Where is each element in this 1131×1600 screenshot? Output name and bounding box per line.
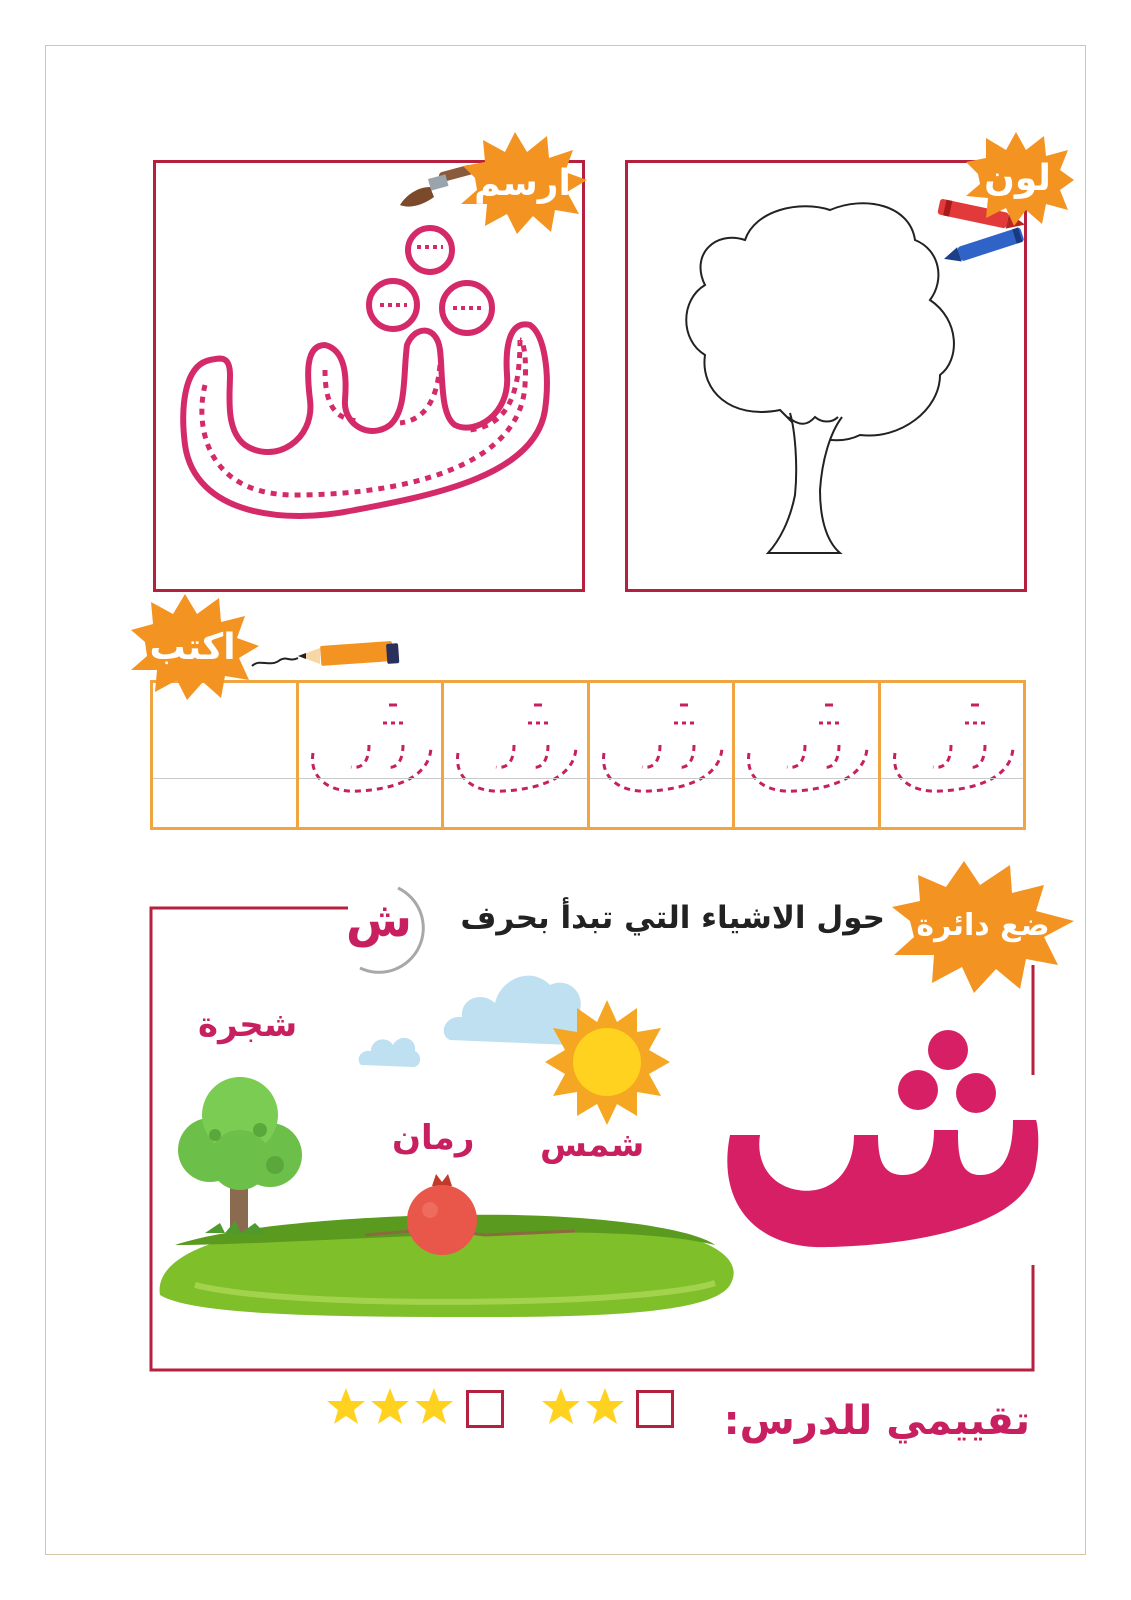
baseline [444,778,587,779]
instruction-text: حول الاشياء التي تبدأ بحرف [460,900,885,936]
word-tree: شجرة [198,1005,298,1045]
baseline [299,778,442,779]
baseline [881,778,1024,779]
dotted-letter-sheen-drawing [175,225,575,545]
color-badge-label: لون [984,157,1051,199]
circle-badge [888,855,1078,995]
traced-letter [590,683,730,823]
traced-letter [444,683,584,823]
tree-icon [175,1075,310,1240]
star-icon [584,1386,626,1428]
traced-letter [881,683,1021,823]
draw-badge-label: ارسم [474,162,571,204]
baseline [590,778,733,779]
tracing-row [150,680,1026,830]
trace-cell[interactable] [878,683,1024,827]
trace-cell[interactable] [296,683,442,827]
trace-cell[interactable] [441,683,587,827]
color-badge [960,128,1075,228]
big-letter-sheen [718,1025,1058,1255]
baseline [153,778,296,779]
write-badge [125,590,260,705]
trace-cell[interactable] [587,683,733,827]
letter-guide [202,340,526,495]
instruction-letter: ش [345,892,413,948]
star-icon [369,1386,411,1428]
cloud-small-icon [357,1025,422,1070]
dot-left [369,281,417,329]
dot-right [442,283,492,333]
word-pomegranate: رمان [392,1118,475,1158]
write-badge-label: اكتب [149,627,236,668]
rating-checkbox-three-stars[interactable] [466,1390,504,1428]
sun-icon [545,1000,670,1125]
draw-badge [455,128,590,238]
traced-letter [735,683,875,823]
trace-cell[interactable] [732,683,878,827]
star-icon [540,1386,582,1428]
pomegranate-icon [400,1172,485,1257]
circle-badge-label: ضع دائرة [916,907,1050,943]
word-sun: شمس [540,1125,645,1165]
star-icon [325,1386,367,1428]
rating-checkbox-two-stars[interactable] [636,1390,674,1428]
baseline [735,778,878,779]
traced-letter [299,683,439,823]
rating-label: تقييمي للدرس: [723,1398,1030,1444]
pencil-icon [250,628,410,678]
dot-top [408,228,452,272]
star-icon [413,1386,455,1428]
